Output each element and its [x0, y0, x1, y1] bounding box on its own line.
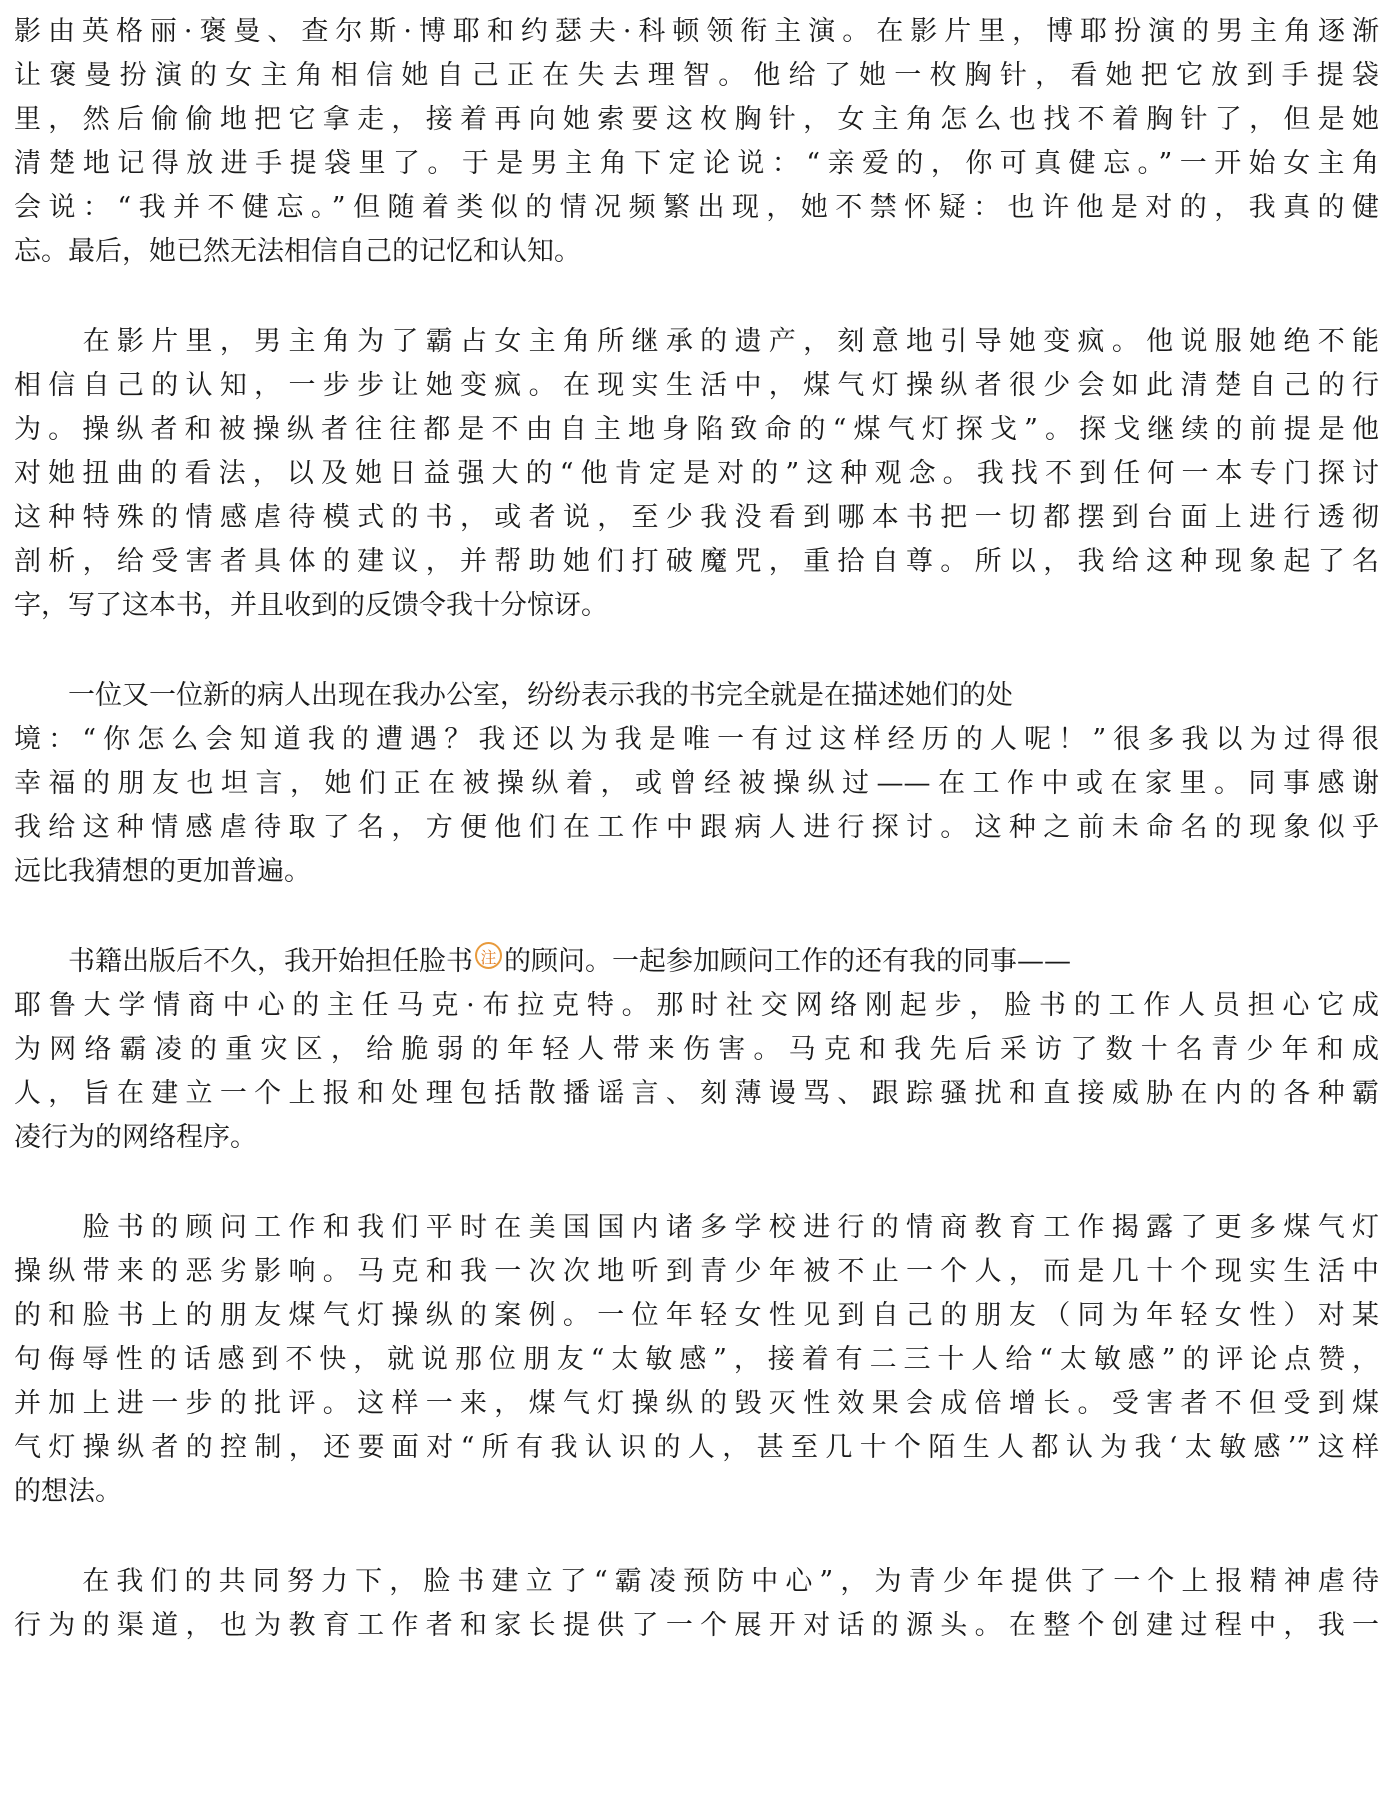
- text-line: 在我们的共同努力下，脸书建立了“霸凌预防中心”，为青少年提供了一个上报精神虐待: [14, 1566, 1379, 1597]
- text-line: 凌行为的网络程序。: [14, 1122, 257, 1153]
- text-segment: 书籍出版后不久，我开始担任脸书: [14, 946, 473, 977]
- text-line: 的和脸书上的朋友煤气灯操纵的案例。一位年轻女性见到自己的朋友（同为年轻女性）对某: [14, 1300, 1379, 1331]
- text-line: 清楚地记得放进手提袋里了。于是男主角下定论说：“亲爱的，你可真健忘。”一开始女主角: [14, 148, 1379, 179]
- text-line: 剖析，给受害者具体的建议，并帮助她们打破魔咒，重拾自尊。所以，我给这种现象起了名: [14, 546, 1379, 577]
- text-segment: 的顾问。一起参加顾问工作的还有我的同事——: [504, 946, 1071, 977]
- text-line: 脸书的顾问工作和我们平时在美国国内诸多学校进行的情商教育工作揭露了更多煤气灯: [14, 1212, 1379, 1243]
- text-line: 远比我猜想的更加普遍。: [14, 856, 311, 887]
- paragraph: [14, 10, 1379, 274]
- text-line: 行为的渠道，也为教育工作者和家长提供了一个展开对话的源头。在整个创建过程中，我一: [14, 1610, 1379, 1641]
- text-line: 在影片里，男主角为了霸占女主角所继承的遗产，刻意地引导她变疯。他说服她绝不能: [14, 326, 1379, 357]
- text-line: 为网络霸凌的重灾区，给脆弱的年轻人带来伤害。马克和我先后采访了数十名青少年和成: [14, 1034, 1379, 1065]
- text-line: 对她扭曲的看法，以及她日益强大的“他肯定是对的”这种观念。我找不到任何一本专门探讨: [14, 458, 1379, 489]
- paragraph: [14, 1206, 1379, 1514]
- text-line: 的想法。: [14, 1476, 122, 1507]
- paragraph: [14, 320, 1379, 628]
- text-line: 耶鲁大学情商中心的主任马克·布拉克特。那时社交网络刚起步，脸书的工作人员担心它成: [14, 990, 1379, 1021]
- text-line: 让褒曼扮演的女主角相信她自己正在失去理智。他给了她一枚胸针，看她把它放到手提袋: [14, 60, 1379, 91]
- document-page: [14, 10, 1379, 1648]
- text-line: 为。操纵者和被操纵者往往都是不由自主地身陷致命的“煤气灯探戈”。探戈继续的前提是他: [14, 414, 1379, 445]
- text-line: 操纵带来的恶劣影响。马克和我一次次地听到青少年被不止一个人，而是几十个现实生活中: [14, 1256, 1379, 1287]
- paragraph: [14, 940, 1379, 1160]
- text-line: 一位又一位新的病人出现在我办公室，纷纷表示我的书完全就是在描述她们的处: [14, 680, 1013, 711]
- text-line: [14, 940, 1379, 984]
- paragraph: [14, 1560, 1379, 1648]
- footnote-marker[interactable]: 注: [475, 942, 502, 969]
- text-line: 人，旨在建立一个上报和处理包括散播谣言、刻薄谩骂、跟踪骚扰和直接威胁在内的各种霸: [14, 1078, 1379, 1109]
- text-line: 字，写了这本书，并且收到的反馈令我十分惊讶。: [14, 590, 608, 621]
- text-line: 我给这种情感虐待取了名，方便他们在工作中跟病人进行探讨。这种之前未命名的现象似乎: [14, 812, 1379, 843]
- text-line: 这种特殊的情感虐待模式的书，或者说，至少我没看到哪本书把一切都摆到台面上进行透彻: [14, 502, 1379, 533]
- text-line: 会说：“我并不健忘。”但随着类似的情况频繁出现，她不禁怀疑：也许他是对的，我真的健: [14, 192, 1379, 223]
- text-line: 幸福的朋友也坦言，她们正在被操纵着，或曾经被操纵过——在工作中或在家里。同事感谢: [14, 768, 1379, 799]
- text-line: 相信自己的认知，一步步让她变疯。在现实生活中，煤气灯操纵者很少会如此清楚自己的行: [14, 370, 1379, 401]
- text-line: 气灯操纵者的控制，还要面对“所有我认识的人，甚至几十个陌生人都认为我‘太敏感’”这样: [14, 1432, 1379, 1463]
- text-line: 并加上进一步的批评。这样一来，煤气灯操纵的毁灭性效果会成倍增长。受害者不但受到煤: [14, 1388, 1379, 1419]
- paragraph: [14, 674, 1379, 894]
- text-line: 影由英格丽·褒曼、查尔斯·博耶和约瑟夫·科顿领衔主演。在影片里，博耶扮演的男主角逐渐: [14, 16, 1379, 47]
- text-line: 境：“你怎么会知道我的遭遇？我还以为我是唯一有过这样经历的人呢！”很多我以为过得很: [14, 724, 1379, 755]
- text-line: 忘。最后，她已然无法相信自己的记忆和认知。: [14, 236, 581, 267]
- text-line: 句侮辱性的话感到不快，就说那位朋友“太敏感”，接着有二三十人给“太敏感”的评论点赞，: [14, 1344, 1379, 1375]
- text-line: 里，然后偷偷地把它拿走，接着再向她索要这枚胸针，女主角怎么也找不着胸针了，但是她: [14, 104, 1379, 135]
